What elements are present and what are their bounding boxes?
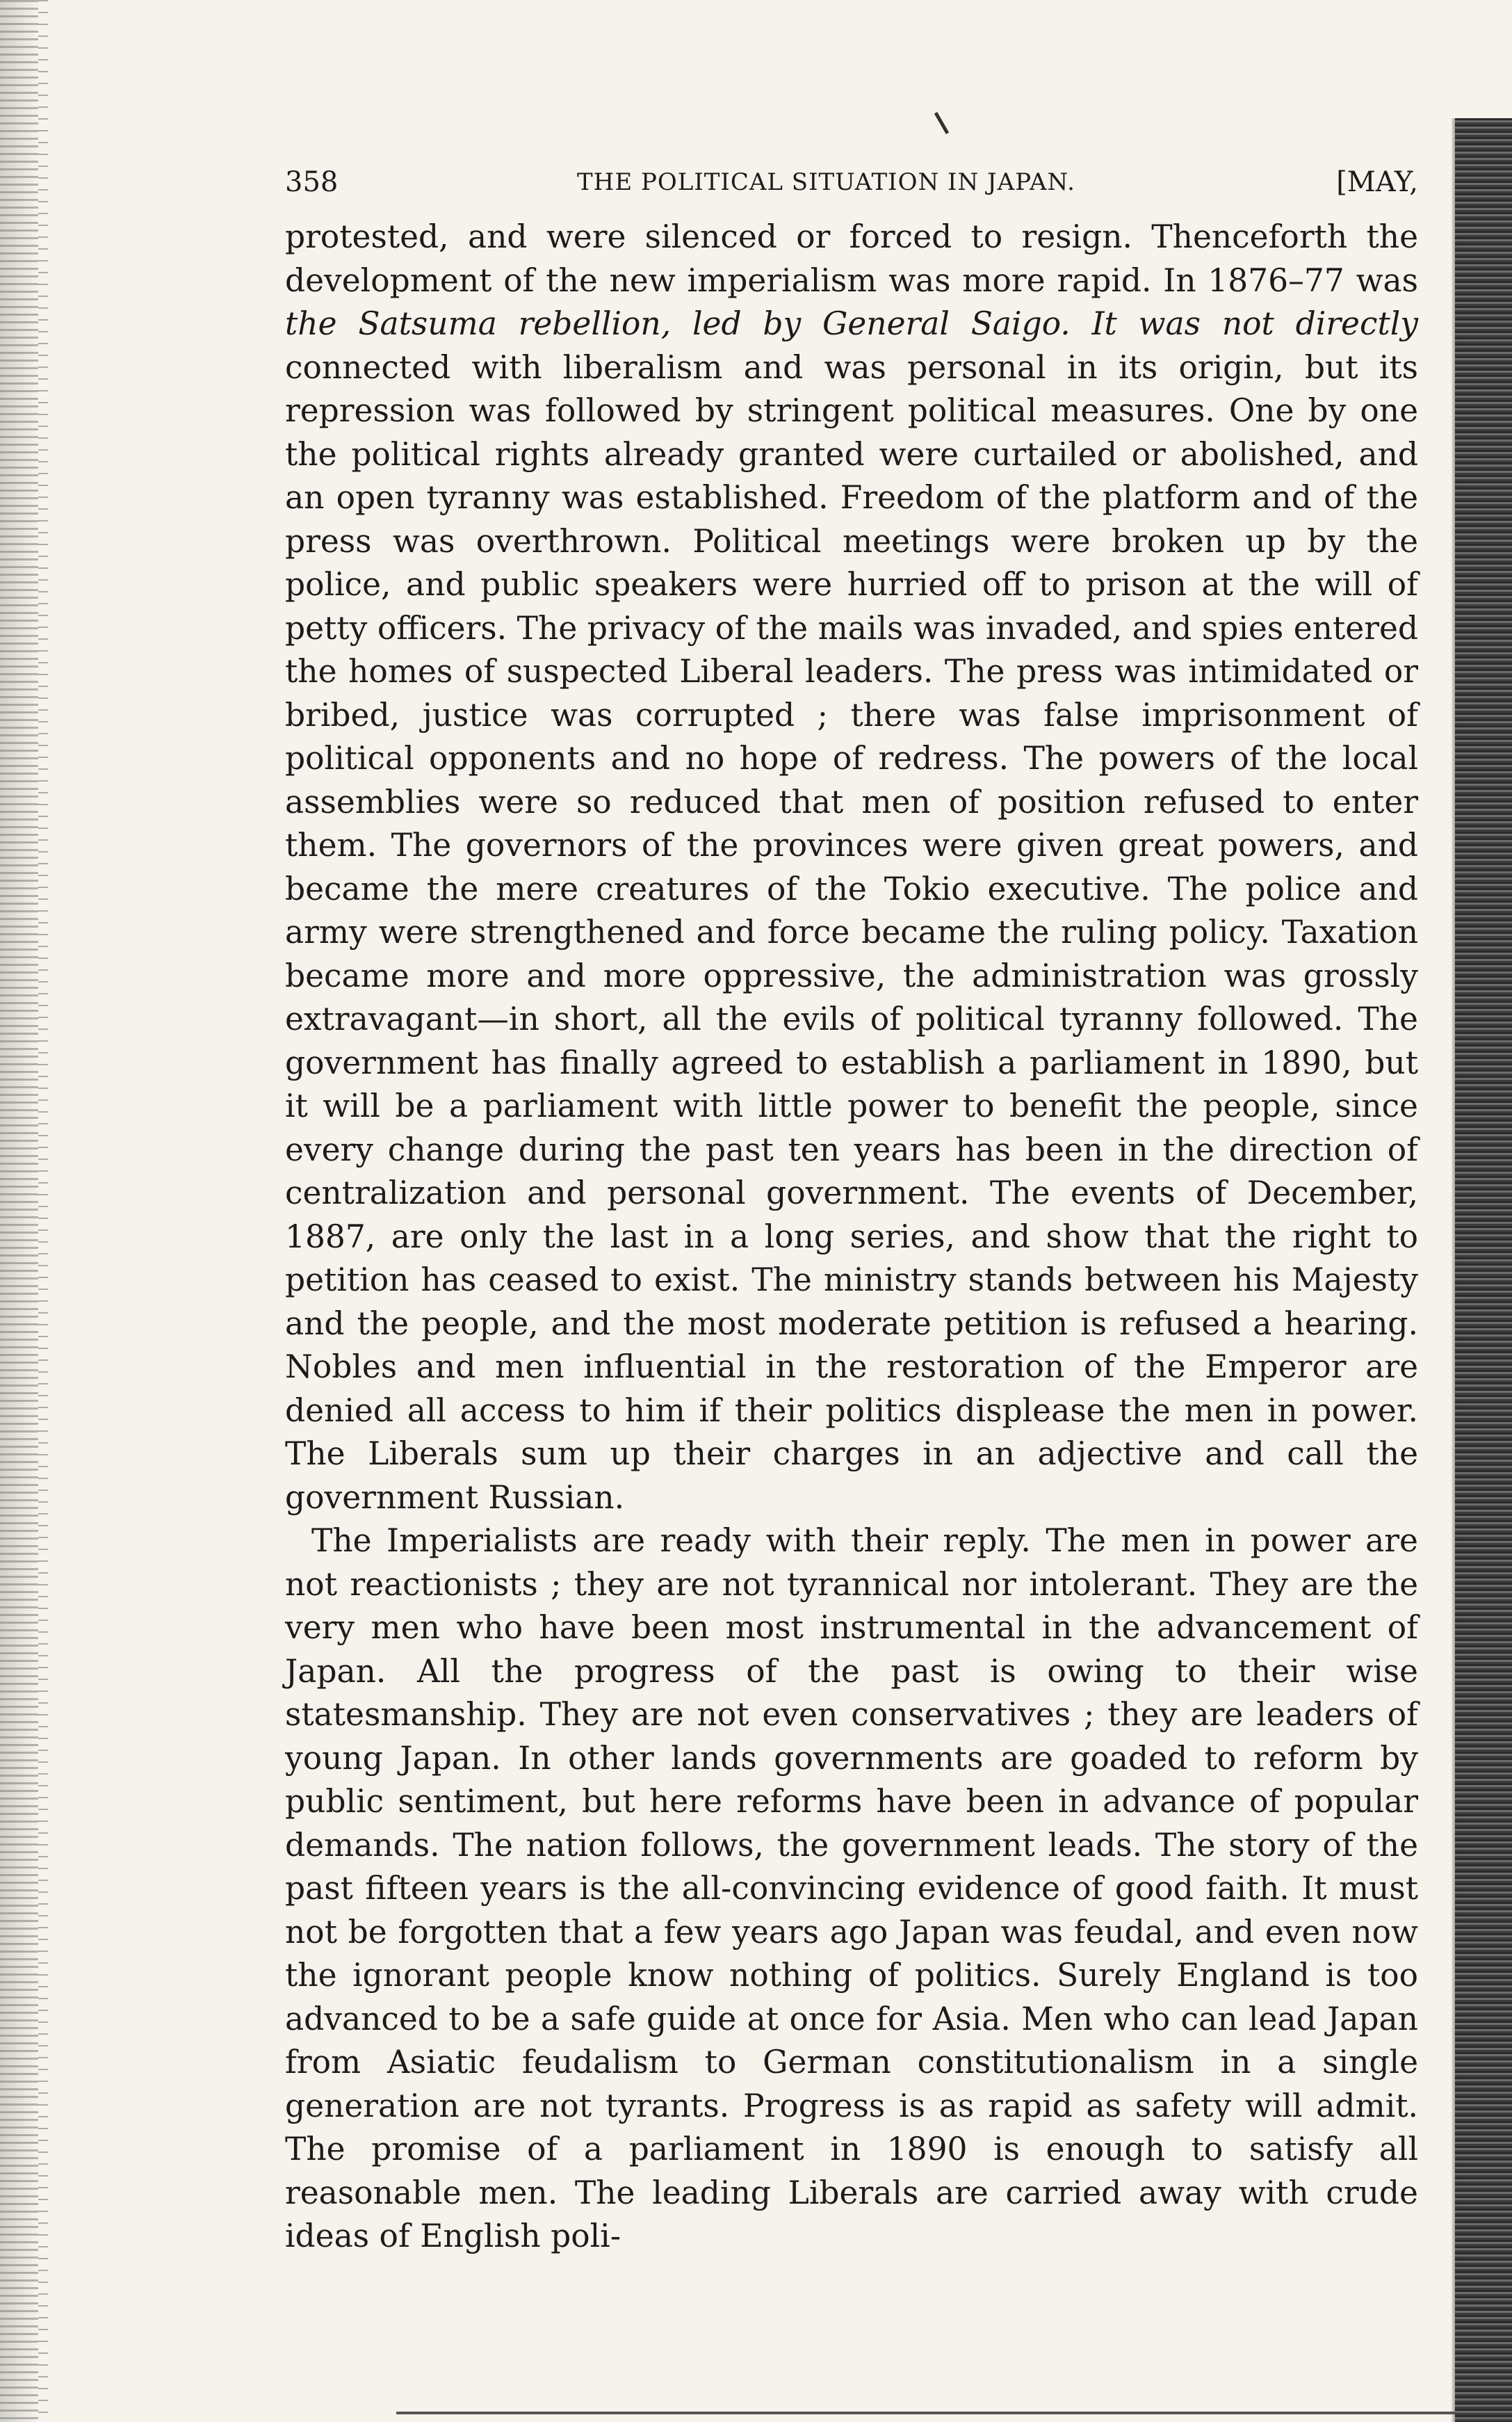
binding-shadow (0, 0, 38, 2422)
paragraph (285, 216, 1418, 1519)
italic-text-segment: the Satsuma rebellion, led by General Saigo. It was not directly (285, 305, 1418, 342)
text-segment: The Imperialists are ready with their reply. The men in power are not reactionists ; they are not tyrannical nor intolerant. They are the very men who have been most instrumental in the advancement of Japan. All the progress of the past is owing to their wise statesmanship. They are not even conservatives ; they are leaders of young Japan. In other lands governments are goaded to reform by public sentiment, but here reforms have been in advance of popular demands. The nation follows, the government leads. The story of the past fifteen years is the all-convincing evidence of good faith. It must not be forgotten that a few years ago Japan was feudal, and even now the ignorant people know nothing of politics. Surely England is too advanced to be a safe guide at once for Asia. Men who can lead Japan from Asiatic feudalism to German constitutionalism in a single generation are not tyrants. Progress is as rapid as safety will admit. The promise of a parliament in 1890 is enough to satisfy all reasonable men. The leading Liberals are carried away with crude ideas of English poli- (285, 1522, 1418, 2254)
running-month: [MAY, (1336, 166, 1418, 198)
bottom-edge-line (396, 2412, 1455, 2414)
running-head (285, 161, 1418, 203)
body-text (285, 216, 1418, 2259)
page-number: 358 (285, 166, 339, 198)
running-title: THE POLITICAL SITUATION IN JAPAN. (577, 168, 1075, 196)
binding-noise (38, 0, 48, 2422)
text-segment: connected with liberalism and was personal in its origin, but its repression was followed by stringent political measures. One by one the political rights already granted were curtailed or abolished, and an open tyranny was established. Freedom of the platform and of the press was overthrown. Political meetings were broken up by the police, and public speakers were hurried off to prison at the will of petty officers. The privacy of the mails was invaded, and spies entered the homes of suspected Liberal leaders. The press was intimidated or bribed, justice was corrupted ; there was false imprisonment of political opponents and no hope of redress. The powers of the local assemblies were so reduced that men of position refused to enter them. The governors of the provinces were given great powers, and became the mere creatures of the Tokio executive. The police and army were strengthened and force became the ruling policy. Taxation became more and more oppressive, the administration was grossly extravagant—in short, all the evils of political tyranny followed. The government has finally agreed to establish a parliament in 1890, but it will be a parliament with little power to benefit the people, since every change during the past ten years has been in the direction of centralization and personal government. The events of December, 1887, are only the last in a long series, and show that the right to petition has ceased to exist. The ministry stands between his Majesty and the people, and the most moderate petition is refused a hearing. Nobles and men influential in the restoration of the Emperor are denied all access to him if their politics displease the men in power. The Liberals sum up their charges in an adjective and call the government Russian. (285, 348, 1418, 1516)
page-edge-stack (1455, 118, 1512, 2422)
text-segment: protested, and were silenced or forced to resign. Thenceforth the development of the new imperialism was more rapid. In 1876–77 was (285, 218, 1418, 299)
paragraph (285, 1519, 1418, 2259)
scan-artifact-mark (934, 112, 949, 134)
